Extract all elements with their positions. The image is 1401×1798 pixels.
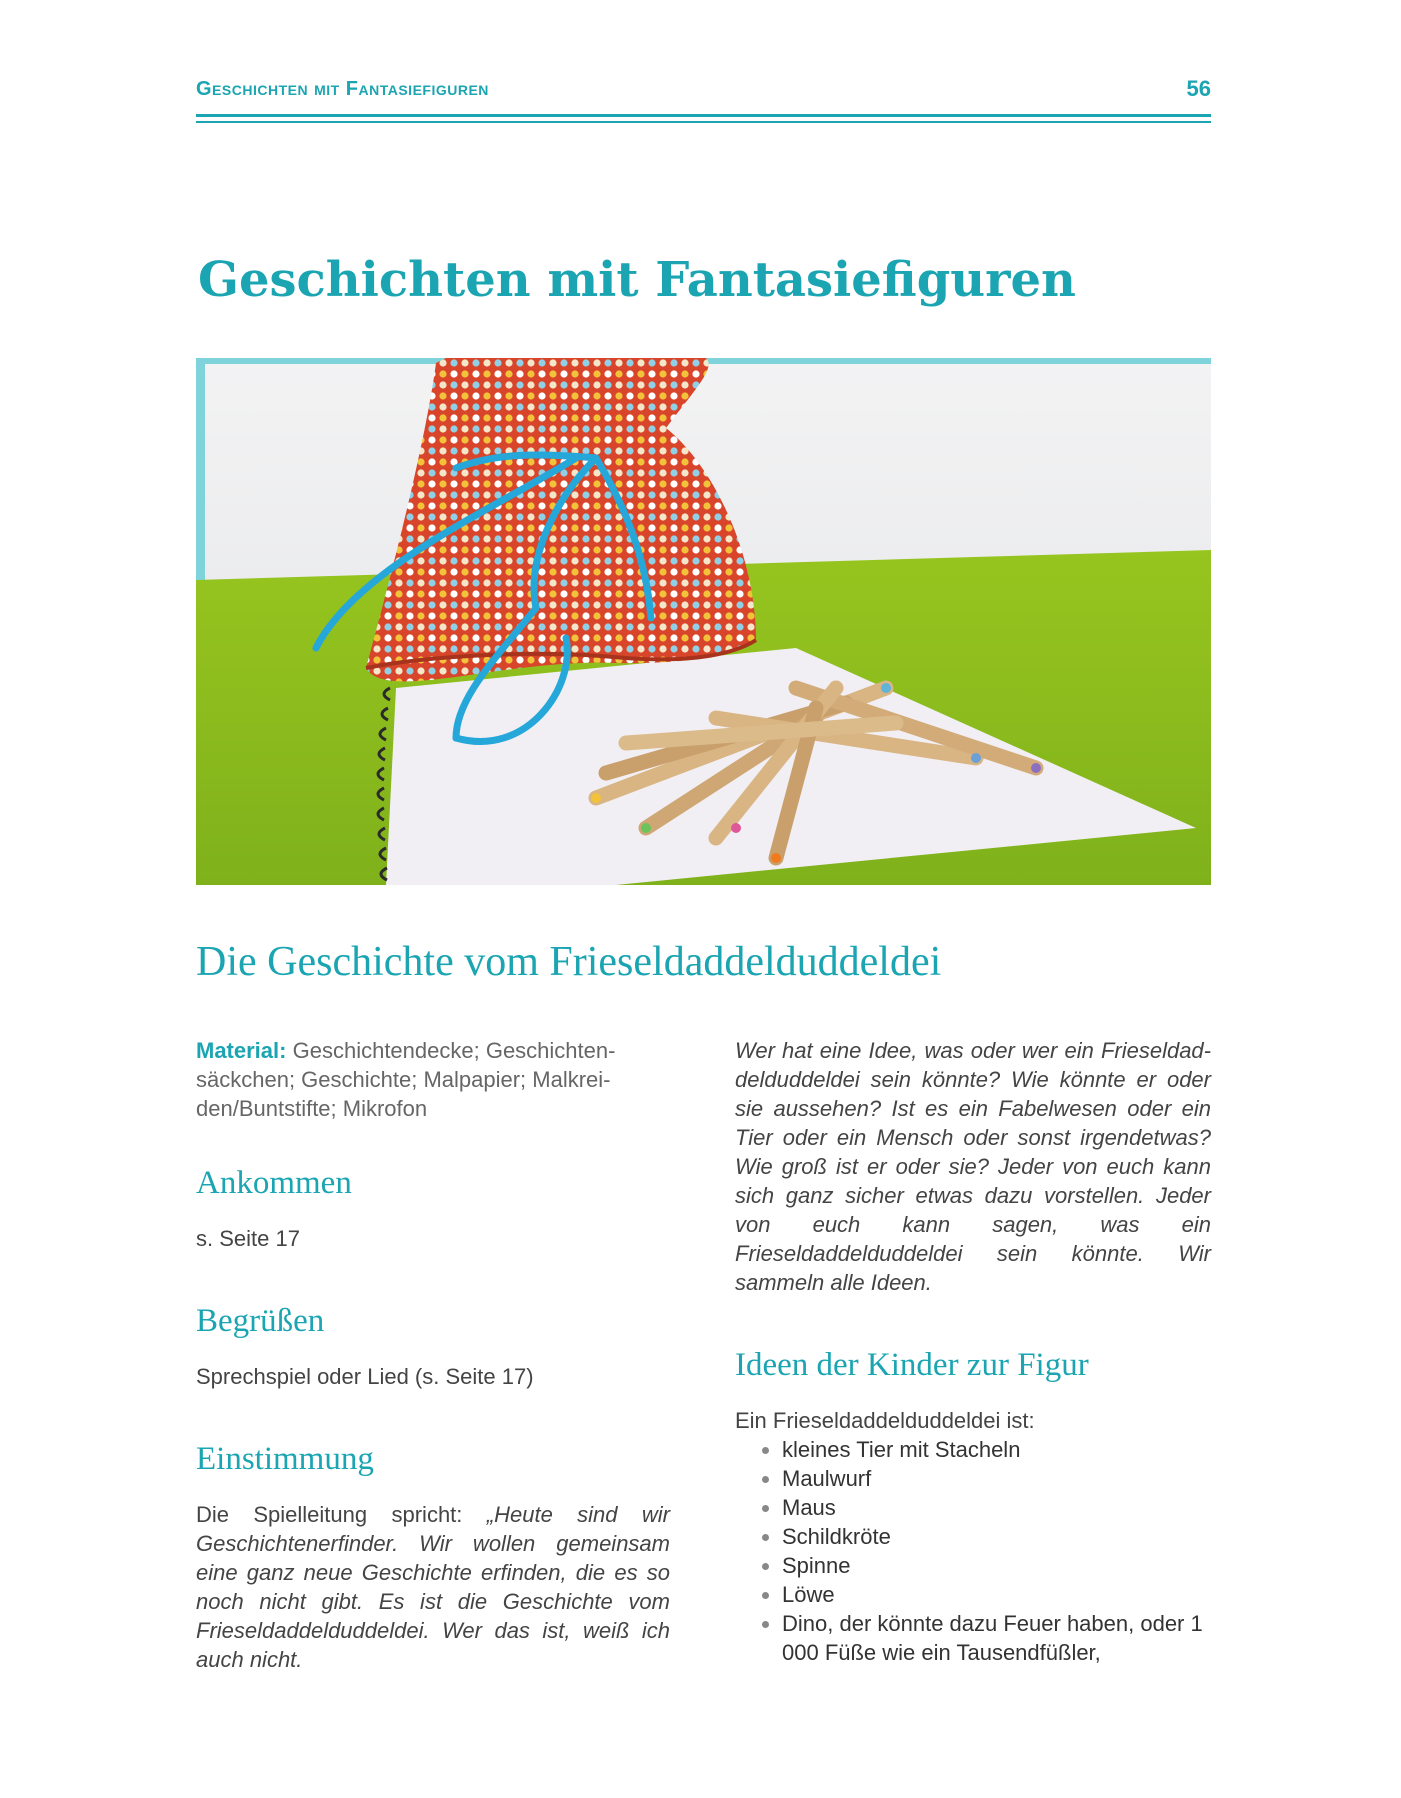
- ideen-lead: Ein Frieseldaddelduddeldei ist:: [735, 1408, 1035, 1433]
- material-label: Material:: [196, 1038, 287, 1063]
- einstimmung-lead: Die Spielleitung spricht:: [196, 1502, 487, 1527]
- heading-einstimmung: Einstimmung: [196, 1441, 374, 1477]
- story-sack-photo: [196, 358, 1211, 885]
- heading-ankommen: Ankommen: [196, 1165, 352, 1201]
- ankommen-text: s. Seite 17: [196, 1226, 300, 1251]
- list-item: • kleines Tier mit Stacheln: [782, 1435, 1211, 1464]
- left-column: [196, 1036, 670, 1674]
- ideas-list: [735, 1435, 1211, 1667]
- running-title: Geschichten mit Fantasiefiguren: [196, 78, 489, 100]
- heading-ideen: Ideen der Kinder zur Figur: [735, 1347, 1089, 1383]
- material-text: Geschichtendecke; Geschichtensäckchen; Geschichte; Malpapier; Malkreiden/Buntstifte; Mikrofon: [196, 1038, 616, 1121]
- heading-begruessen: Begrüßen: [196, 1303, 325, 1339]
- right-column: [735, 1036, 1211, 1667]
- einstimmung-text: [196, 1500, 670, 1674]
- begruessen-text: Sprechspiel oder Lied (s. Seite 17): [196, 1364, 534, 1389]
- header-rule-bottom: [196, 121, 1211, 123]
- section-title: Die Geschichte vom Frieseldaddelduddeldei: [196, 939, 942, 985]
- material-paragraph: [196, 1036, 670, 1123]
- list-item: • Maulwurf: [782, 1464, 1211, 1493]
- story-intro-quote: Wer hat eine Idee, was oder wer ein Frieseldaddelduddeldei sein könnte? Wie könnte er oder sie aussehen? Ist es ein Fabelwesen oder ein Tier oder ein Mensch oder sonst irgendetwas? Wie groß ist er oder sie? Jeder von euch kann sich ganz sicher etwas dazu vorstellen. Jeder von euch kann sagen, was ein Frieseldaddelduddeldei sein könnte. Wir sammeln alle Ideen.: [735, 1038, 1211, 1295]
- page-number: 56: [1186, 76, 1211, 101]
- header-rule-top: [196, 114, 1211, 117]
- list-item: • Löwe: [782, 1580, 1211, 1609]
- list-item: • Dino, der könnte dazu Feuer haben, oder 1 000 Füße wie ein Tausendfüßler,: [782, 1609, 1211, 1667]
- list-item: • Maus: [782, 1493, 1211, 1522]
- einstimmung-quote: „Heute sind wir Geschichtenerfinder. Wir wollen gemeinsam eine ganz neue Geschichte erfinden, die es so noch nicht gibt. Es ist die Geschichte vom Frieseldaddelduddeldei. Wer das ist, weiß ich auch nicht.: [196, 1502, 670, 1672]
- list-item: • Schildkröte: [782, 1522, 1211, 1551]
- list-item: • Spinne: [782, 1551, 1211, 1580]
- story-intro-text: [735, 1036, 1211, 1297]
- page-title: Geschichten mit Fantasiefiguren: [198, 252, 1076, 308]
